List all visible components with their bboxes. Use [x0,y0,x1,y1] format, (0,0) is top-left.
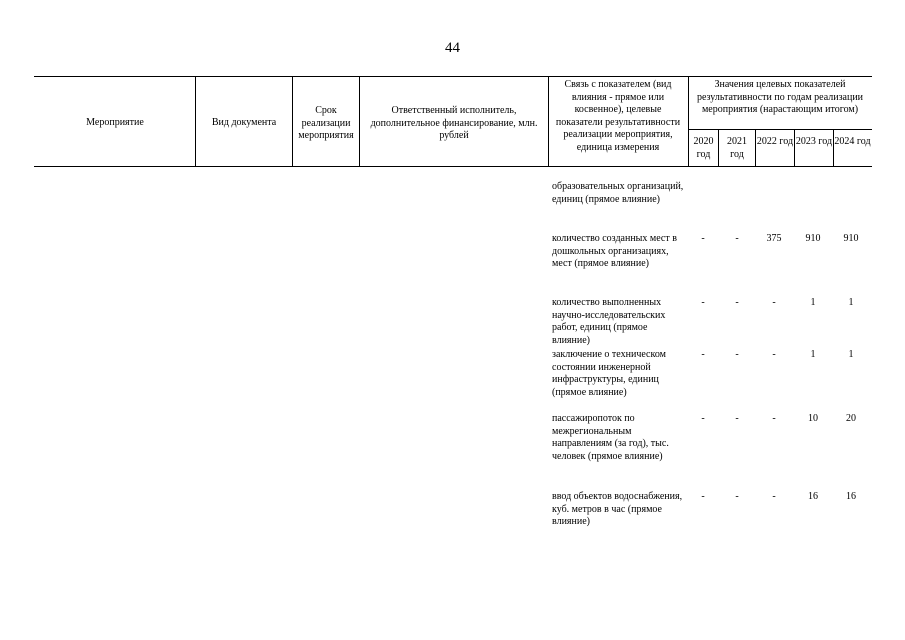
table-top-border [34,76,872,77]
value-row-5-2023: 10 [808,413,818,424]
header-responsible: Ответственный исполнитель, дополнительное финансирование, млн. рублей [370,105,538,142]
header-term: Срок реализации мероприятия [298,105,354,142]
value-row-2-2020: - [701,233,705,244]
value-row-6-2024: 16 [846,491,856,502]
header-indicator-link: Связь с показателем (вид влияния - прямое или косвенное), целевые показатели результативности реализации мероприятия, единица измерения [555,79,681,153]
value-row-3-2023: 1 [810,297,816,308]
page-number: 44 [445,40,460,56]
table-header-bottom-border [34,166,872,167]
value-row-2-2022: 375 [766,233,782,244]
indicator-row-1: образовательных организаций, единиц (прямое влияние) [552,181,684,205]
header-measure: Мероприятие [86,117,144,128]
table-years-divider [688,129,872,130]
value-row-5-2024: 20 [846,413,856,424]
header-year-2020: 2020 год [693,136,714,160]
value-row-4-2024: 1 [848,349,854,360]
value-row-6-2021: - [735,491,739,502]
header-year-2024: 2024 год [834,136,871,147]
value-row-2-2024: 910 [843,233,859,244]
value-row-4-2023: 1 [810,349,816,360]
header-values-group: Значения целевых показателей результативности по годам реализации мероприятия (нарастающим итогом) [696,79,864,116]
value-row-4-2020: - [701,349,705,360]
value-row-6-2020: - [701,491,705,502]
header-year-2023: 2023 год [795,136,833,147]
value-row-5-2022: - [772,413,776,424]
col-divider-4 [548,76,549,167]
value-row-2-2023: 910 [805,233,821,244]
header-doc-type: Вид документа [211,117,277,128]
value-row-3-2022: - [772,297,776,308]
indicator-row-4: заключение о техническом состоянии инженерной инфраструктуры, единиц (прямое влияние) [552,349,666,398]
value-row-5-2021: - [735,413,739,424]
col-divider-3 [359,76,360,167]
value-row-6-2023: 16 [808,491,818,502]
value-row-6-2022: - [772,491,776,502]
indicator-row-2: количество созданных мест в дошкольных организациях, мест (прямое влияние) [552,233,677,270]
value-row-3-2021: - [735,297,739,308]
value-row-3-2020: - [701,297,705,308]
indicator-row-6: ввод объектов водоснабжения, куб. метров в час (прямое влияние) [552,491,683,528]
header-year-2022: 2022 год [756,136,794,147]
value-row-4-2021: - [735,349,739,360]
indicator-row-3: количество выполненных научно-исследовательских работ, единиц (прямое влияние) [552,297,666,346]
indicator-row-5: пассажиропоток по межрегиональным направлениям (за год), тыс. человек (прямое влияние) [552,413,669,462]
value-row-3-2024: 1 [848,297,854,308]
value-row-5-2020: - [701,413,705,424]
header-year-2021: 2021 год [727,136,747,160]
value-row-4-2022: - [772,349,776,360]
value-row-2-2021: - [735,233,739,244]
